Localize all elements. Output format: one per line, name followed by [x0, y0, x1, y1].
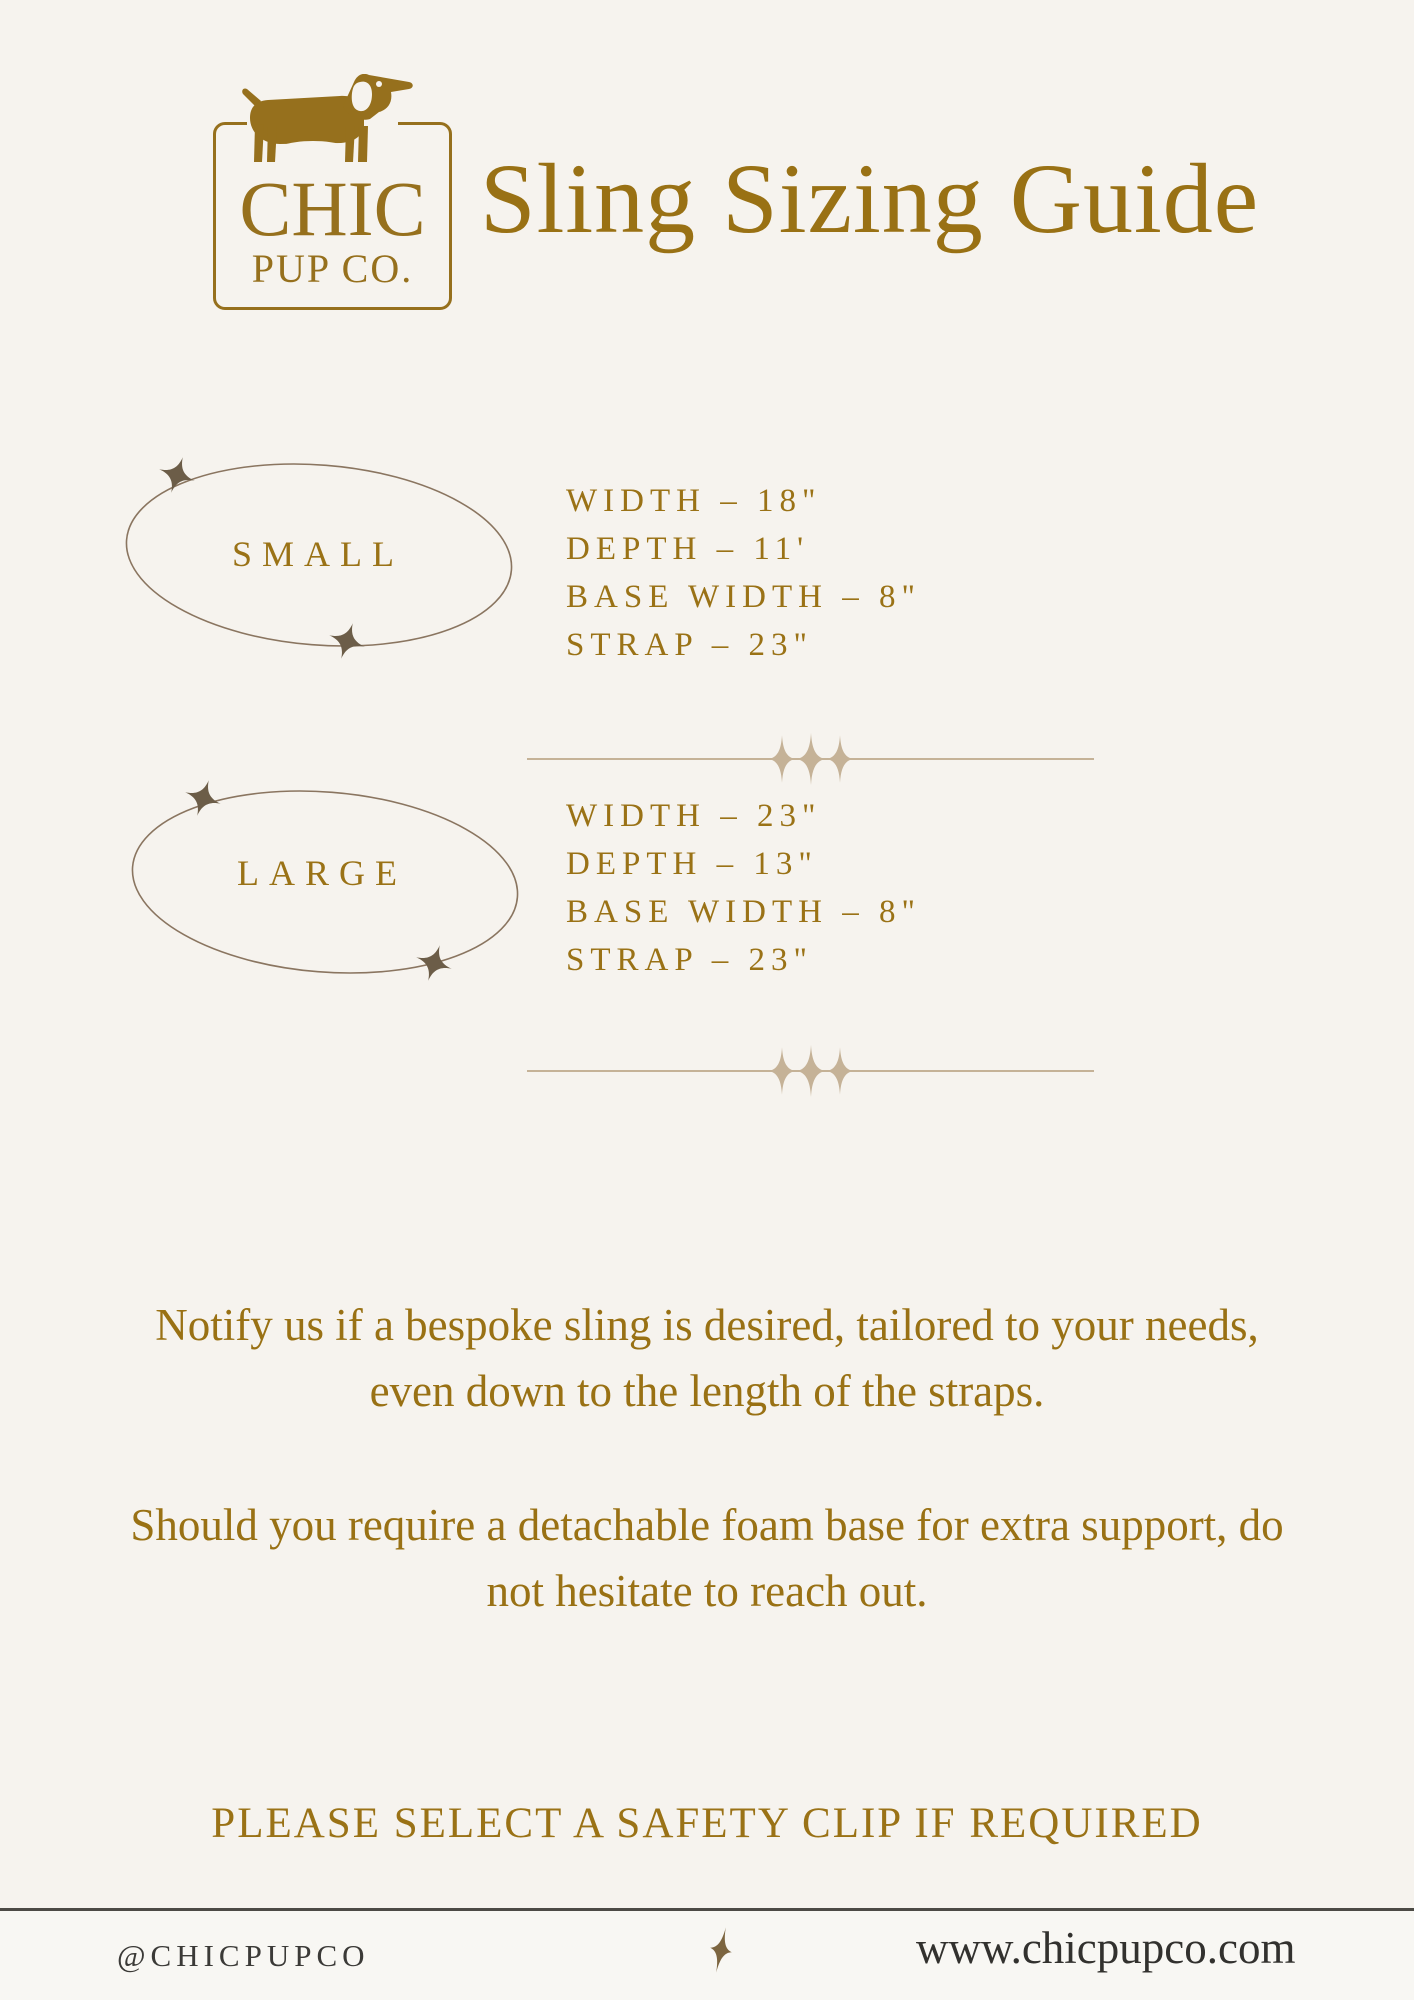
spec-line: STRAP – 23" — [566, 627, 813, 663]
divider-ornament — [527, 731, 1094, 787]
spec-line: BASE WIDTH – 8" — [566, 894, 921, 930]
spec-line: WIDTH – 23" — [566, 798, 822, 834]
dachshund-icon — [240, 74, 418, 164]
sparkle-icon — [769, 1045, 853, 1097]
note-paragraph-bespoke — [0, 1292, 1414, 1424]
note-line: Notify us if a bespoke sling is desired, tailored to your needs, — [155, 1300, 1259, 1350]
sparkle-star-icon — [700, 1922, 742, 1978]
spec-line: BASE WIDTH – 8" — [566, 579, 921, 615]
page-title: Sling Sizing Guide — [480, 143, 1260, 254]
note-paragraph-foam-base — [0, 1492, 1414, 1624]
size-specs-small — [566, 477, 921, 669]
instagram-handle: @CHICPUPCO — [117, 1938, 370, 1973]
size-label-small: SMALL — [231, 534, 404, 574]
website-url: www.chicpupco.com — [916, 1923, 1296, 1973]
size-specs-large — [566, 792, 921, 984]
brand-name-line2: PUP CO. — [251, 246, 414, 291]
spec-line: STRAP – 23" — [566, 942, 813, 978]
note-line: even down to the length of the straps. — [369, 1366, 1045, 1416]
note-line: Should you require a detachable foam base for extra support, do — [130, 1500, 1284, 1550]
spec-line: WIDTH – 18" — [566, 483, 822, 519]
divider-ornament — [527, 1043, 1094, 1099]
note-line: not hesitate to reach out. — [486, 1566, 928, 1616]
brand-name-line1: CHIC — [239, 165, 426, 252]
safety-note: PLEASE SELECT A SAFETY CLIP IF REQUIRED — [211, 1800, 1203, 1847]
spec-line: DEPTH – 11' — [566, 531, 810, 567]
sparkle-icon — [769, 733, 853, 785]
size-label-large: LARGE — [237, 853, 407, 893]
spec-line: DEPTH – 13" — [566, 846, 818, 882]
